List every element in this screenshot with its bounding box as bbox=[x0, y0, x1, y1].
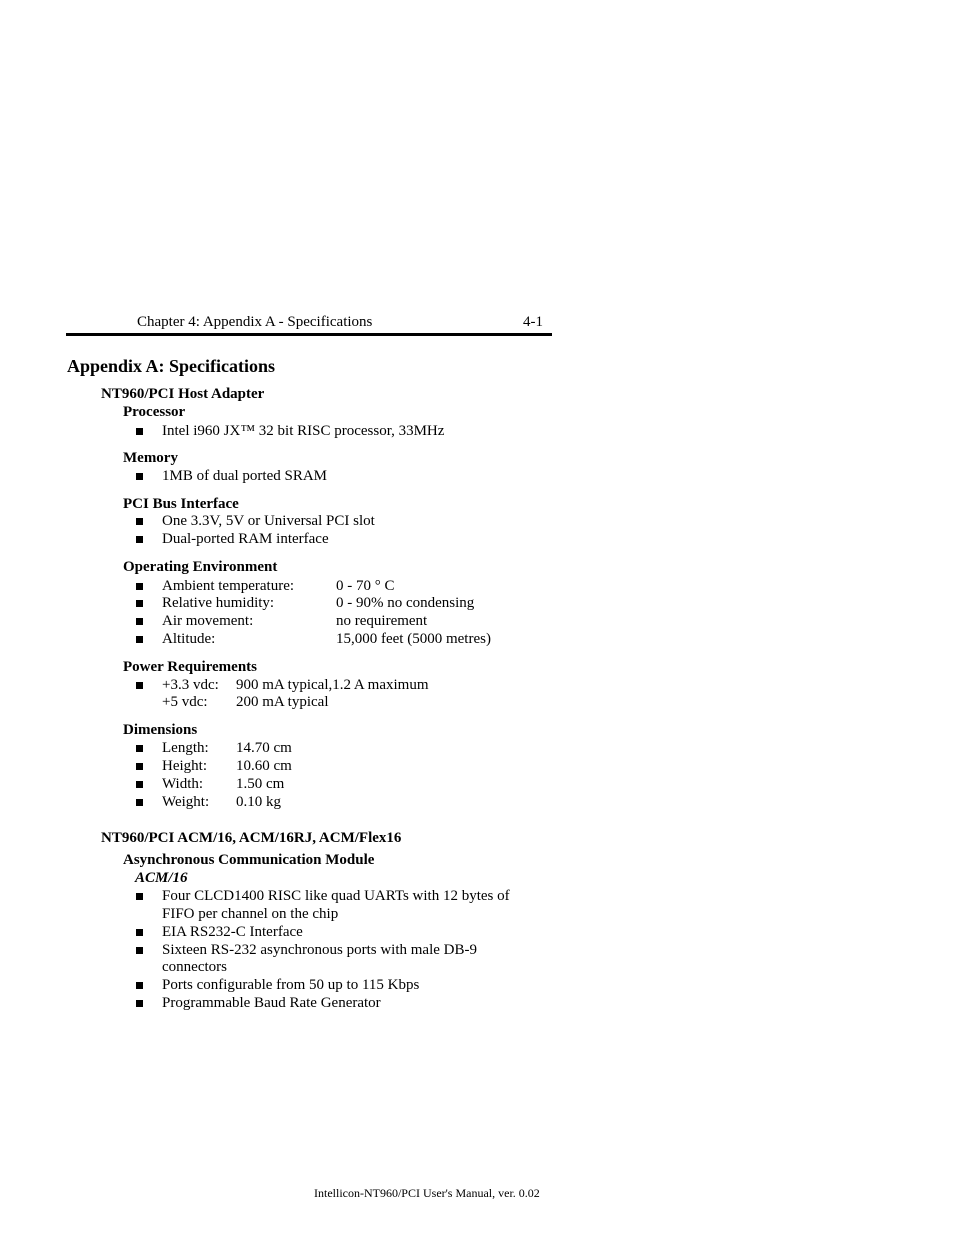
list-item: 1MB of dual ported SRAM bbox=[162, 468, 327, 484]
spec-value: 900 mA typical,1.2 A maximum bbox=[236, 677, 429, 693]
subsection-heading-async-module: Asynchronous Communication Module bbox=[123, 852, 375, 868]
list-item: One 3.3V, 5V or Universal PCI slot bbox=[162, 513, 375, 529]
spec-label: +5 vdc: bbox=[162, 694, 208, 710]
list-item: Dual-ported RAM interface bbox=[162, 531, 329, 547]
spec-value: 10.60 cm bbox=[236, 758, 292, 774]
bullet-icon bbox=[136, 583, 143, 590]
bullet-icon bbox=[136, 929, 143, 936]
chapter-header: Chapter 4: Appendix A - Specifications bbox=[137, 314, 373, 330]
spec-value: 0 - 70 ° C bbox=[336, 578, 395, 594]
list-item: Four CLCD1400 RISC like quad UARTs with 12 bytes of bbox=[162, 888, 510, 904]
bullet-icon bbox=[136, 682, 143, 689]
list-item: Ports configurable from 50 up to 115 Kbps bbox=[162, 977, 420, 993]
spec-value: 0 - 90% no condensing bbox=[336, 595, 475, 611]
spec-value: 14.70 cm bbox=[236, 740, 292, 756]
spec-label: Air movement: bbox=[162, 613, 254, 629]
spec-label: Relative humidity: bbox=[162, 595, 275, 611]
spec-value: 200 mA typical bbox=[236, 694, 329, 710]
list-item-continuation: FIFO per channel on the chip bbox=[162, 906, 339, 922]
spec-label: Length: bbox=[162, 740, 209, 756]
bullet-icon bbox=[136, 518, 143, 525]
bullet-icon bbox=[136, 745, 143, 752]
list-item: Sixteen RS-232 asynchronous ports with male DB-9 bbox=[162, 942, 477, 958]
spec-value: no requirement bbox=[336, 613, 428, 629]
section-heading-acm: NT960/PCI ACM/16, ACM/16RJ, ACM/Flex16 bbox=[101, 830, 402, 846]
subsection-heading-processor: Processor bbox=[123, 404, 186, 420]
subsection-heading-dimensions: Dimensions bbox=[123, 722, 198, 738]
header-rule bbox=[66, 333, 552, 336]
spec-value: 15,000 feet (5000 metres) bbox=[336, 631, 491, 647]
bullet-icon bbox=[136, 1000, 143, 1007]
bullet-icon bbox=[136, 947, 143, 954]
model-heading: ACM/16 bbox=[135, 870, 188, 886]
list-item: Intel i960 JX™ 32 bit RISC processor, 33MHz bbox=[162, 423, 445, 439]
bullet-icon bbox=[136, 799, 143, 806]
bullet-icon bbox=[136, 473, 143, 480]
page-title: Appendix A: Specifications bbox=[67, 356, 276, 376]
bullet-icon bbox=[136, 428, 143, 435]
bullet-icon bbox=[136, 636, 143, 643]
bullet-icon bbox=[136, 600, 143, 607]
section-heading-host-adapter: NT960/PCI Host Adapter bbox=[101, 386, 265, 402]
spec-label: Height: bbox=[162, 758, 207, 774]
list-item: Programmable Baud Rate Generator bbox=[162, 995, 381, 1011]
page-number: 4-1 bbox=[523, 314, 543, 330]
spec-label: Altitude: bbox=[162, 631, 216, 647]
bullet-icon bbox=[136, 763, 143, 770]
subsection-heading-environment: Operating Environment bbox=[123, 559, 278, 575]
bullet-icon bbox=[136, 893, 143, 900]
bullet-icon bbox=[136, 618, 143, 625]
spec-value: 1.50 cm bbox=[236, 776, 285, 792]
bullet-icon bbox=[136, 536, 143, 543]
subsection-heading-memory: Memory bbox=[123, 450, 178, 466]
list-item-continuation: connectors bbox=[162, 959, 227, 975]
spec-label: +3.3 vdc: bbox=[162, 677, 219, 693]
spec-value: 0.10 kg bbox=[236, 794, 281, 810]
spec-label: Ambient temperature: bbox=[162, 578, 295, 594]
list-item: EIA RS232-C Interface bbox=[162, 924, 303, 940]
spec-label: Width: bbox=[162, 776, 204, 792]
subsection-heading-pci-bus: PCI Bus Interface bbox=[123, 496, 239, 512]
spec-label: Weight: bbox=[162, 794, 210, 810]
page-footer: Intellicon-NT960/PCI User's Manual, ver. 0.02 bbox=[314, 1186, 540, 1200]
bullet-icon bbox=[136, 781, 143, 788]
bullet-icon bbox=[136, 982, 143, 989]
subsection-heading-power: Power Requirements bbox=[123, 659, 258, 675]
